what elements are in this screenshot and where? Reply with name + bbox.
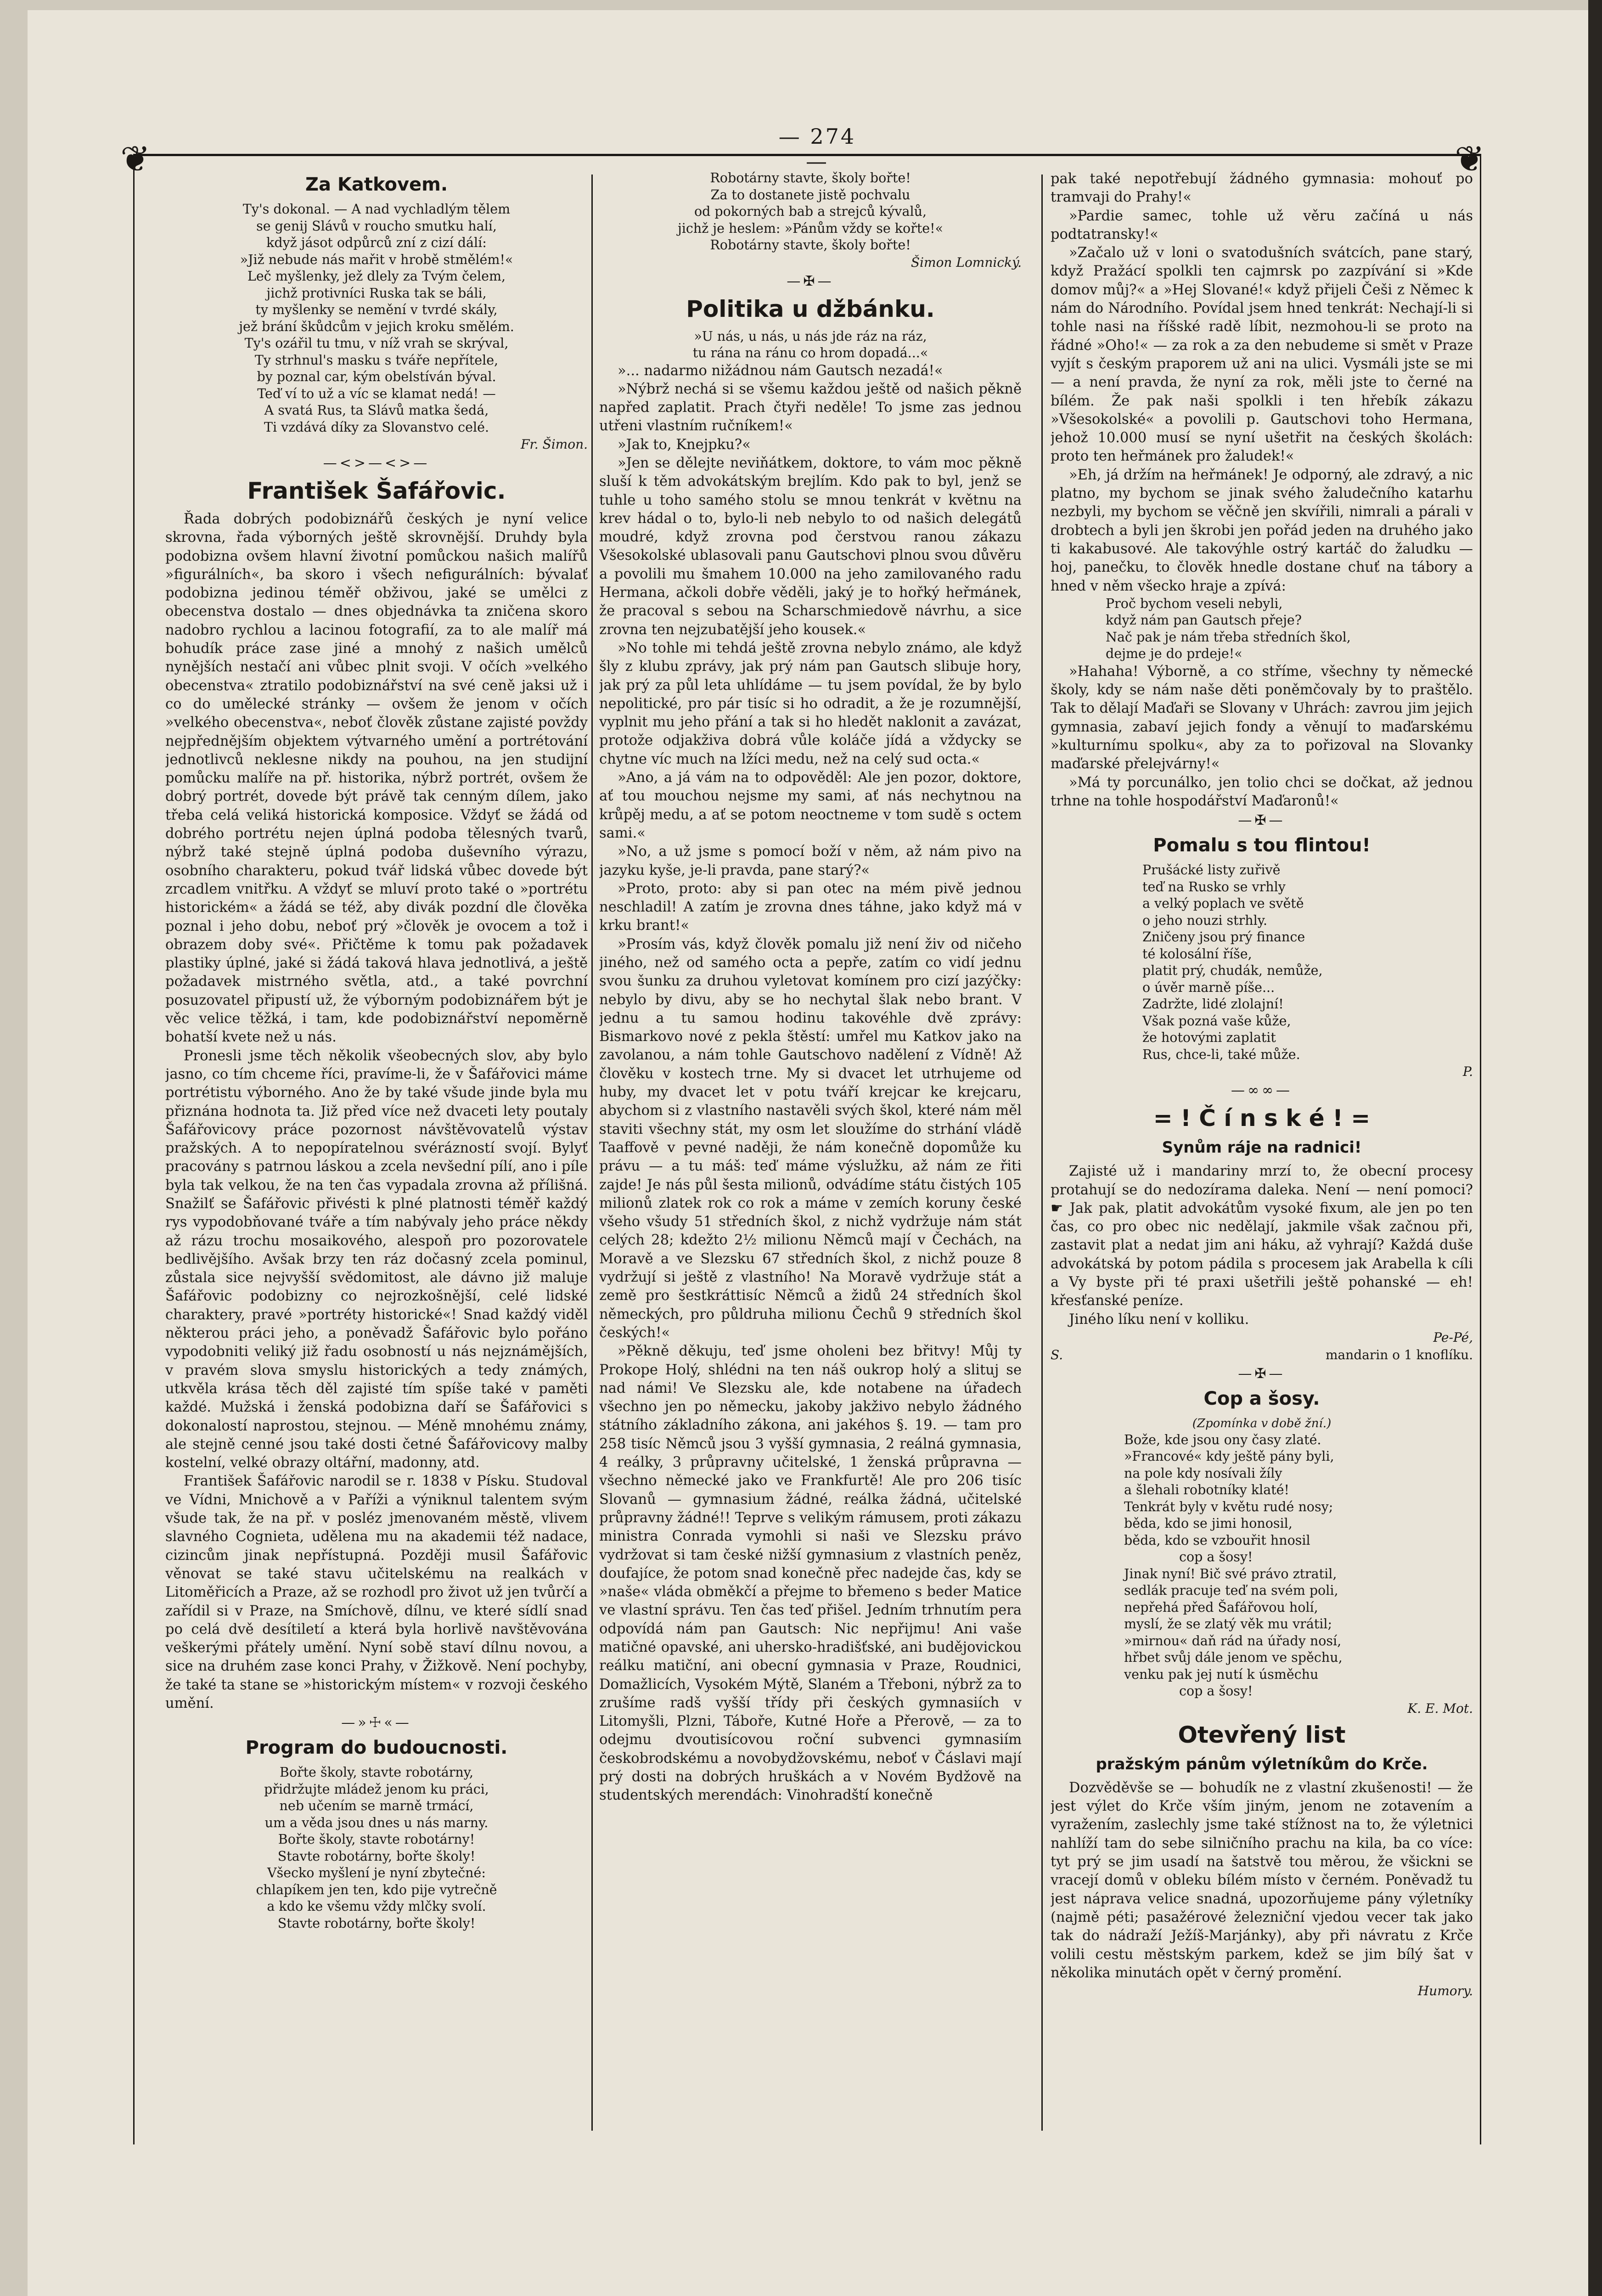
article-paragraph: »Nýbrž nechá si se všemu každou ještě od našich pěkně napřed zaplatit. Prach čtyři neděle! To jsme zas jednou utřeni vlastním ručníkem!« [599,381,1022,434]
column-3 [1051,170,1473,2140]
verse-line: cop a šosy! [1179,1683,1253,1699]
verse-line: a šlehali robotníky klaté! [1124,1482,1289,1498]
verse-line: platit prý, chudák, nemůže, [1142,963,1323,979]
verse-line: neb učením se marně trmácí, [279,1798,474,1814]
poem-signature: K. E. Mot. [1407,1700,1473,1716]
page-edge-left [0,0,28,2296]
divider-ornament: —∞∞— [1231,1082,1293,1099]
page-edge-top [0,0,1602,10]
verse-line: Ty strhnul's masku s tváře nepřítele, [254,352,499,368]
verse-line: Leč myšlenky, jež dlely za Tvým čelem, [247,269,506,284]
verse-line: o jeho nouzi strhly. [1142,912,1268,928]
verse-line: jichž je heslem: »Pánům vždy se kořte!« [677,220,944,236]
article-title: Politika u džbánku. [686,295,935,322]
signature-title: mandarin o 1 knoflíku. [1325,1347,1473,1362]
page-number: — 274 — [778,124,856,174]
article-paragraph: Dozvěděvše se — bohudík ne z vlastní zkušenosti! — že jest výlet do Krče vším jiným, jenom ne zotavením a vyražením, zaslechly jsme také stížnost na to, že výletnici nahlíží tam do sebe silničního prachu na kila, ba co více: tyt prý se jim usadí na šatstvě tou měrou, že všickni se vracejí domů v obleku bílém místo v černém. Poněvadž tu jest náprava velice snadná, upozorňujeme pány výletníky (najmě péti; pasažérové železniční vjedou vecer tak jako tak do nádraží Ježíš-Marjánky), aby při návratu z Krče volili cestu městským parkem, kdež se jim bílý šat v několika minutách opět v černý promění. [1051,1779,1473,1981]
signature-initial: S. [1051,1347,1063,1362]
poem-title: Program do budoucnosti. [245,1737,508,1759]
verse-line: cop a šosy! [1179,1549,1253,1565]
poem-verse [599,170,1022,254]
verse-line: když nám pan Gautsch přeje? [1106,613,1302,628]
poem-title: Za Katkovem. [305,174,448,195]
article-paragraph: »Má ty porcunálko, jen tolio chci se dočkat, až jednou trhne na tohle hospodářství Maďaronů!« [1051,774,1473,809]
article-subtitle: Synům ráje na radnici! [1162,1138,1362,1157]
column-2 [599,170,1022,2140]
poem-signature: Fr. Šimon. [520,437,588,452]
divider-ornament: —✠— [1238,812,1286,829]
motto-line: »U nás, u nás, u nás jde ráz na ráz, [694,328,927,344]
page-edge-right [1588,0,1602,2296]
verse-line: um a věda jsou dnes u nás marny. [264,1815,489,1830]
verse-line: Tenkrát byly v květu rudé nosy; [1124,1499,1333,1514]
poem-title: Cop a šosy. [1203,1388,1320,1409]
article-paragraph: »Jak to, Knejpku?« [618,436,751,453]
verse-line: ty myšlenky se nemění v tvrdé skály, [255,302,498,317]
verse-line: by poznal car, kým obelstíván býval. [257,369,496,384]
verse-line: na pole kdy nosívali žíly [1124,1465,1282,1481]
verse-line: jež brání škůdcům v jejich kroku smělém. [239,319,514,334]
poem-signature: P. [1462,1064,1473,1080]
verse-line: Ty's ozářil tu tmu, v níž vrah se skrýval, [244,336,509,351]
verse-line: od pokorných bab a strejců kývalů, [694,204,927,219]
article-paragraph: »Pěkně děkuju, teď jsme oholeni bez břitvy! Můj ty Prokope Holý, shlédni na ten náš oukrop holý a slituj se nad námi! Ve Slezsku ale, kde notabene na úřadech všechno jen po německu, jakoby jakživo nebylo žádného státního základního zákona, ani jakéhos §. 19. — tam pro 258 tisíc Němců jsou 3 vyšší gymnasia, 2 reálná gymnasia, 4 reálky, 3 průpravny učitelské, 1 ženská průpravna — všechno německé jako ve Frankfurtě! Ale pro 206 tisíc Slovanů — gymnasium žádné, reálka žádná, učitelské průpravny žádné!! Teprve s velikým rámusem, proti zákazu ministra Conrada vymohli si naši ve Slezsku právo vydržovat si tam české nižší gymnasium z vlastních peněz, doufajíce, že potom snad konečně přec nadejde čas, kdy se »naše« vláda obměkčí a přejme to břemeno s beder Matice ve vlastní správu. Ten čas teď přišel. Jedním trhnutím pera odpovídá nám pan Gautsch: Nic nepřijmu! Ani vaše matičné opavské, ani uhersko-hradišťské, ani budějovickou reálku matiční, ani obecní gymnasia v Praze, Roudnici, Domažlicích, Vysokém Mýtě, Slaném a Třeboni, nýbrž za to zrušíme radš vyšší třídy při českých gymnasiích v Litomyšli, Plzni, Táboře, Kutné Hoře a Přerově, — za to odejmu dvoutisícovou roční subvenci gymnasiím českobrodskému a novobydžovskému, neboť v Čáslavi mají prý dosti na dobrých hruškách a v Novém Bydžově na studentských merendách: Vinohradští konečně [599,1343,1022,1804]
motto-line: tu rána na ránu co hrom dopadá...« [692,345,928,360]
verse-line: Bořte školy, stavte robotárny! [278,1832,475,1847]
verse-line: Jinak nyní! Bič své právo ztratil, [1124,1566,1337,1581]
column-divider [591,174,593,2131]
verse-line: Prušácké listy zuřivě [1142,862,1281,878]
verse-line: dejme je do prdeje!« [1106,646,1242,662]
verse-line: Rus, chce-li, také může. [1142,1047,1300,1062]
corner-ornament-icon: ❦ [120,139,151,180]
article-signature: Pe-Pé, [1433,1329,1473,1345]
verse-line: Za to dostanete jistě pochvalu [710,187,911,203]
article-paragraph: Jiného líku není v kolliku. [1069,1311,1249,1328]
corner-ornament-icon: ❦ [1455,139,1485,180]
verse-line: Zadržte, lidé zlolajní! [1142,996,1284,1012]
verse-line: Ty's dokonal. — A nad vychladlým tělem [242,202,511,217]
verse-line: venku pak jej nutí k úsměchu [1124,1666,1319,1682]
article-signature: Humory. [1417,1983,1473,1999]
verse-line: Bože, kde jsou ony časy zlaté. [1124,1432,1321,1447]
verse-line: Proč bychom veseli nebyli, [1106,596,1283,611]
verse-line: myslí, že se zlatý věk mu vrátil; [1124,1616,1332,1632]
poem-verse [165,201,588,436]
poem-title: Pomalu s tou flintou! [1153,835,1371,856]
article-paragraph: »... nadarmo nižádnou nám Gautsch nezadá!« [618,362,943,379]
verse-line: »mirnou« daň rád na úřady nosí, [1124,1633,1342,1649]
column-1 [165,170,588,2140]
verse-line: Stavte robotárny, bořte školy! [277,1915,476,1931]
article-paragraph: pak také nepotřebují žádného gymnasia: mohouť po tramvaji do Prahy!« [1051,171,1473,206]
divider-ornament: —✠— [787,273,834,289]
verse-line: Nač pak je nám třeba středních škol, [1106,629,1351,645]
verse-line: hřbet svůj dále jenom ve spěchu, [1124,1650,1343,1666]
article-paragraph: »Proto, proto: aby si pan otec na mém pivě jednou neschladil! A zatím je zrovna dnes táhne, jako když má v krku brant!« [599,880,1022,934]
poem-verse [1142,862,1473,1063]
article-title: Otevřený list [1178,1721,1346,1748]
article-paragraph: »Pardie samec, tohle už věru začíná u nás podtatransky!« [1051,208,1473,242]
article-motto [599,328,1022,362]
article-paragraph: »Jen se dělejte neviňátkem, doktore, to vám moc pěkně sluší k těm advokátským brejlím. Kdo pak to byl, jenž se tuhle u toho samého stolu se mnou tenkrát v květnu na krev hádal o to, bylo-li neb nebylo to od našich delegátů moudré, když zrovna pod čerstvou ranou zákazu Všesokolské ublasovali panu Gautschovi plnou svou důvěru a povolili mu šmahem 10.000 na jeho zamilovaného radu Hermana, ačkoli dobře věděli, jaký je to hořký heřmánek, že pracoval s sebou na Scharschmiedově návrhu, a sice zrovna ten nejzubatější jeho kousek.« [599,455,1022,638]
signature-line [1051,1346,1473,1364]
article-paragraph: »No, a už jsme s pomocí boží v něm, až nám pivo na jazyku kyše, je-li pravda, pane starý?« [599,844,1022,878]
verse-line: Teď ví to už a víc se klamat nedá! — [257,386,496,401]
divider-ornament: —»☩«— [341,1715,412,1731]
verse-line: a velký poplach ve světě [1142,896,1304,912]
article-subtitle: pražským pánům výletníkům do Krče. [1096,1755,1428,1773]
quoted-verse [1106,596,1473,663]
verse-line: Robotárny stavte, školy bořte! [710,237,911,253]
article-paragraph: Pronesli jsme těch několik všeobecných slov, aby bylo jasno, co tím chceme říci, pravíme-li, že v Šafářovici máme portrétistu výborného. Ano že by také všude jinde byla mu přiznána hodnota ta. Již před více než dvaceti lety poutaly Šafářovicovy práce pozornost návštěvovatelů výstav pražských. A to nepopíratelnou svérázností svojí. Bylyť pracovány s patrnou láskou a zcela nevšední pílí, ano i píle byla tak velkou, že na ten čas vypadala zrovna až přílišná. Snažilť se Šafářovic přivésti k plné platnosti téměř každý rys vypodobňované tváře a tím nabývaly jeho práce někdy až rázu trochu mosaikového, alespoň pro pozorovatele bedlivějšího. Avšak brzy ten ráz dočasný zcela pominul, zůstala sice nejvyšší svědomitost, ale dávno již maluje Šafářovic podobizny co nejrozkošnější, celé lidské charaktery, pravé »portréty historické«! Snad každý viděl některou práci jeho, a poněvadž Šafářovic bylo pořáno vypodobniti veliký již řadu osobností u nás nejznámějších, v pravém slova smyslu historických a tedy známých, utkvěla krása těch děl zajisté tím spíše také v paměti každé. Mužská i ženská podobizna daří se Šafářovici s dokonalostí naprostou, stejnou. — Méně mnohému známy, ale stejně cenné jsou také dosti četné Šafářovicovy malby kostelní, velké obrazy oltářní, madonny, atd. [165,1047,588,1471]
verse-line: »Již nebude nás mařit v hrobě stmělém!« [240,252,513,267]
verse-line: chlapíkem jen ten, kdo pije vytrečně [256,1882,497,1897]
verse-line: Všecko myšlení je nyní zbytečné: [267,1865,486,1881]
column-divider [1041,174,1043,2131]
poem-verse [165,1764,588,1932]
verse-line: když jásot odpůrců zní z cizí dálí: [266,235,487,250]
verse-line: teď na Rusko se vrhly [1142,879,1286,895]
verse-line: té kolosální říše, [1142,946,1252,962]
verse-line: běda, kdo se vzbouřit hnosil [1124,1532,1310,1548]
article-paragraph: František Šafářovic narodil se r. 1838 v Písku. Studoval ve Vídni, Mnichově a v Paříži a výniknul talentem svým všude tak, že na př. v posléz jmenovaném městě, vlivem slavného Cognieta, udělena mu na akademii též nadace, cizincům jinak nepřístupná. Později musil Šafářovic věnovat se také stavu učitelskému na realkách v Litoměřicích a Praze, až se rozhodl pro život už jen tvůrčí a zařídil si v Praze, na Smíchově, dílnu, ve které sídlí snad po celá dvě desítiletí a která byla horlivě navštěvována veškerými přátely umění. Nyní sobě staví dílnu novou, a sice na druhém zase konci Prahy, v Žižkově. Není pochyby, že také ta stane se »historickým místem« v rozvoji českého umění. [165,1473,588,1711]
article-paragraph: »Eh, já držím na heřmánek! Je odporný, ale zdravý, a nic platno, my bychom se jinak svého žaludečního katarhu nezbyli, my bychom se věčně jen skvířili, nimrali a párali v drobtech a byli jen škrobi jen pořád jeden na druhého jako ti kakabusové. Ale takovýhle ostrý kartáč do žaludku — hoj, panečku, to člověk hnedle dostane chuť na tábory a hned v něm všecko hraje a zpívá: [1051,467,1473,594]
verse-line: jichž protivníci Ruska tak se báli, [266,285,487,301]
article-paragraph: »Hahaha! Výborně, a co stříme, všechny ty německé školy, kdy se nám naše děti poněmčovaly by to praštělo. Tak to dělají Maďaři se Slovany v Uhrách: zavrou jim jejich gymnasia, zabaví jejich fondy a věnují to maďarskému »kulturnímu spolku«, aby za to pořizoval na Slovanky maďarské přelejvárny!« [1051,663,1473,772]
verse-line: přidržujte mládež jenom ku práci, [264,1781,489,1797]
verse-line: nepřehá před Šafářovou holí, [1124,1599,1318,1615]
verse-line: Zničeny jsou prý finance [1142,929,1305,945]
verse-line: »Francové« kdy ještě pány byli, [1124,1449,1334,1464]
article-paragraph: Zajisté už i mandariny mrzí to, že obecní procesy protahují se do nedozírama daleka. Není — není pomoci? ☛ Jak pak, platit advokátům vysoké fixum, ale jen po ten čas, co pro obec nic nedělají, jakmile však začnou při, zastavit plat a nedat jim ani háku, až vyhrají? Každá duše advokátská by potom pádila s procesem jak Arabella k cíli a Vy byste při té praxi ušetřili ještě pohanské — eh! křesťanské peníze. [1051,1163,1473,1309]
verse-line: a kdo ke všemu vždy mlčky svolí. [267,1899,486,1914]
article-title: = ! Č í n s k é ! = [1153,1105,1371,1132]
verse-line: Stavte robotárny, bořte školy! [277,1848,476,1864]
verse-line: běda, kdo se jimi honosil, [1124,1516,1293,1531]
article-title: František Šafářovic. [247,478,506,504]
article-paragraph: Řada dobrých podobiznářů českých je nyní velice skrovna, řada výborných ještě skrovnější. Druhdy byla podobizna ovšem hlavní životní pomůckou našich malířů »figurálních«, ba skoro i všech nefigurálních: bývalať podobizna jedinou téměř obživou, jaké se umělci z obecenstva dostalo — dnes objednávka ta zničena skoro nadobro rychlou a lacinou fotografií, za to ale malíř má bohudík práce zase jiné a mnohý z našich umělců nynějších nestačí ani vůbec plnit svoji. V očích »velkého obecenstva« ztratilo podobiznářství na své ceně jaksi už i co do umělecké stránky — ovšem že jenom v očích »velkého obecenstva«, neboť člověk zůstane zajisté povždy nejpřednějším objektem výtvarného umění a portrétování jednotlivců neklesne nikdy na pouhou, na jen studijní pomůcku malíře na př. historika, nýbrž portrét, ovšem že dobrý portrét, dovede být právě tak cenným dílem, jako třeba celá veliká historická komposice. Vždyť se žádá od dobrého portrétu nejen úplná podoba tělesných tvarů, nýbrž také stejně úplná podoba duševního výrazu, osobního charakteru, pokud tvář lidská vůbec dovede být zrcadlem vnitřku. A vždyť se mluví proto také o »portrétu historickém« a žádá se též, aby divák pozdní dle člověka poznal i jeho dobu, neboť prý »člověk je ovocem a tož i obrazem doby své«. Přičtěme k tomu pak požadavek plastiky úplné, jaké si žádá taková hlava jednotlivá, a ještě požadavek mistrného světla, atd., a také povrchní posuzovatel připustí už, že výborným podobiznářem být je věc velice těžká, i tam, kde podobiznářství nepoměrně bohatší kvete než u nás. [165,511,588,1046]
verse-line: že hotovými zaplatit [1142,1030,1276,1046]
verse-line: Však pozná vaše kůže, [1142,1013,1291,1029]
verse-line: sedlák pracuje teď na svém poli, [1124,1583,1338,1598]
article-paragraph: »Ano, a já vám na to odpověděl: Ale jen pozor, doktore, ať tou mouchou nejsme my sami, ať nás nechytnou na krůpěj medu, a ať se potom neoctneme v tom sudě s octem sami.« [599,770,1022,841]
article-paragraph: »Začalo už v loni o svatodušních svátcích, pane starý, když Pražácí spolkli ten cajmrsk po zazpívání si »Kde domov můj?« a »Hej Slované!« když přijeli Češi z Němec k nám do Národního. Povídal jsem hned tenkrát: Nechají-li si tohle nasi na říšské radě líbit, nezmohou-li se proto na řádné »Oho!« — za rok a za den nebudeme si smět v Praze vyjít s českým praporem už ani na ulici. Vysmáli jste se mi — a není pravda, že nyní za rok, měli jste to černé na bílém. Že pak naši spolkli i ten hřebík zákazu »Všesokolské« a povolili p. Gautschovi toho Hermana, jehož 10.000 musí se nyní ušetřit na českých školách: proto ten heřmánek pro žaludek!« [1051,245,1473,465]
verse-line: o úvěr marně píše... [1142,979,1275,995]
article-paragraph: »No tohle mi tehdá ještě zrovna nebylo známo, ale když šly z klubu zprávy, jak prý nám pan Gautsch slibuje hory, jak prý za půl leta uhlídáme — tu jsem povídal, že by bylo nepolitické, pro pár tisíc si ho odradit, a že je rozumnější, vyplnit mu jeho přání a tak si ho hledět naklonit a zavázat, protože odjakživa dobrá vůle koláče jídá a vždycky se chytne víc much na lžíci medu, než na celý sud octa.« [599,640,1022,767]
verse-line: Robotárny stavte, školy bořte! [710,170,911,186]
verse-line: se genij Slávů v roucho smutku halí, [256,218,497,234]
article-paragraph: »Prosím vás, když člověk pomalu již není živ od ničeho jiného, než od samého octa a pepře, zatím co vidí jednu svou šunku za druhou vyletovat komínem pro cizí jazýčky: nebylo by divu, aby se ho nechytal šlak nebo brant. V jednu a tu samou hodinu takovéhle dvě zprávy: Bismarkovo nové z pekla štěstí: umřel mu Katkov jako na zavolanou, a nám tohle Gautschovo nadělení z Vídně! Až člověku v kostech trne. My si dvacet let utrhujeme od huby, my dvacet let v potu tváří krejcar ke krejcaru, abychom si z vlastního nastavěli svých škol, které nám měl staviti všechny stát, my osm let sloužíme do strhání vládě Taaffově v pevné naději, že nám konečně dopomůže ku právu — a tu máš: teď máme výslužku, až nám ze řiti zajde! Je nás půl šesta milionů, odvádíme státu čistých 105 milionů zlatek rok co rok a máme v zemích koruny české všeho všudy 51 středních škol, z nichž vydržuje nám stát celých 28; kdežto 2½ milionu Němců mají v Čechách, na Moravě a ve Slezsku 67 středních škol, z nichž pouze 8 vydržují si ještě z vlastního! Na Moravě vydržuje stát a země pro šestkráttisíc Němců a židů 24 středních škol německých, pro půldruha milionu Čechů 9 středních škol českých!« [599,936,1022,1341]
verse-line: Ti vzdává díky za Slovanstvo celé. [264,419,489,435]
divider-ornament: —✠— [1238,1365,1286,1382]
poem-verse [1124,1432,1473,1700]
verse-line: A svatá Rus, ta Slávů matka šedá, [264,403,489,418]
poem-signature: Šimon Lomnický. [911,254,1022,270]
verse-line: Bořte školy, stavte robotárny, [279,1765,474,1780]
poem-subtitle: (Zpomínka v době žní.) [1192,1416,1332,1430]
divider-ornament: —<>—<>— [323,455,430,471]
